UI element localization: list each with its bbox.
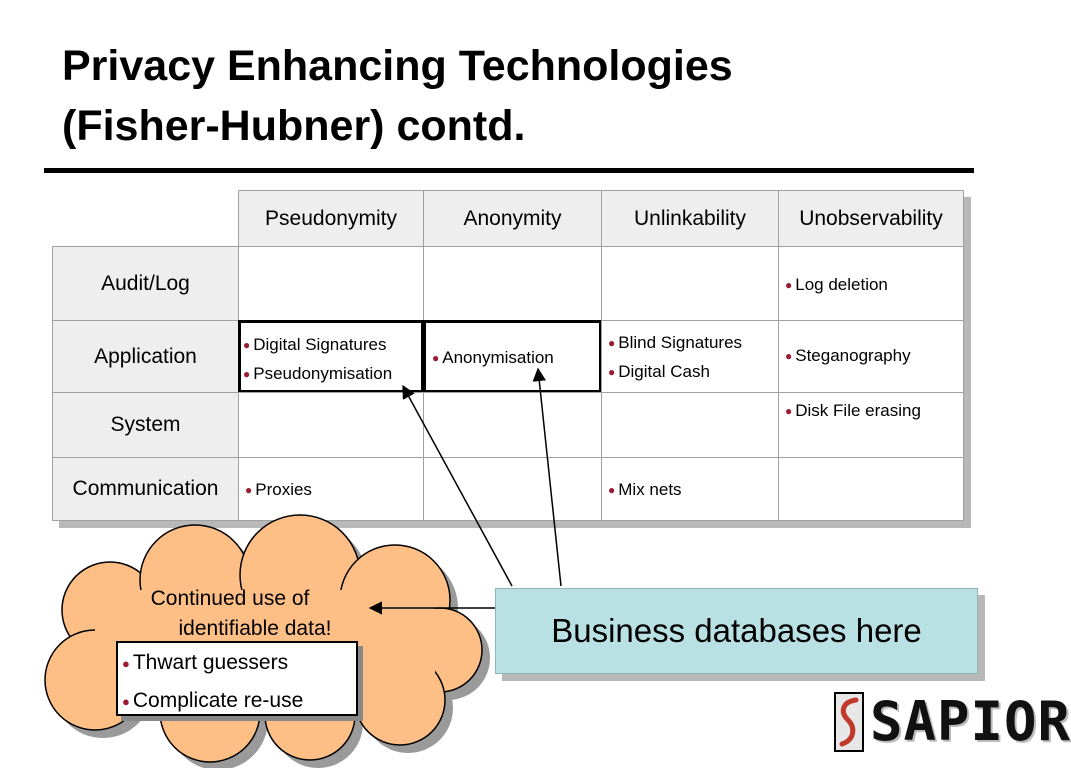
bullet-dot-icon: ● [608, 365, 616, 379]
table-bullet: ● Mix nets [608, 480, 682, 499]
column-header-label: Pseudonymity [265, 206, 397, 230]
bullet-dot-icon: ● [243, 367, 251, 381]
bullet-dot-icon: ● [122, 694, 130, 709]
column-header-label: Unobservability [799, 206, 943, 230]
sapior-mark-icon [834, 692, 864, 752]
s-swoosh-icon [836, 694, 862, 750]
bullet-dot-icon: ● [243, 338, 251, 352]
bullet-dot-icon: ● [785, 404, 793, 418]
bullet-dot-icon: ● [122, 656, 130, 671]
slide-title-line-2: (Fisher-Hubner) contd. [62, 102, 526, 150]
cloud-line-2: identifiable data! [178, 617, 332, 640]
callout-text: Business databases here [551, 612, 922, 649]
table-bullet: ● Digital Cash [608, 362, 710, 381]
bullet-dot-icon: ● [608, 483, 616, 497]
bullet-dot-icon: ● [245, 483, 253, 497]
bullet-dot-icon: ● [785, 278, 793, 292]
table-bullet: ● Pseudonymisation [243, 364, 393, 383]
table-bullet: ● Anonymisation [432, 348, 554, 367]
arrow-to-anonymisation [538, 369, 561, 586]
bullet-dot-icon: ● [785, 349, 793, 363]
column-header-label: Unlinkability [633, 206, 747, 230]
cloud-message [120, 584, 350, 644]
bullet-dot-icon: ● [608, 336, 616, 350]
table-bullet: ● Proxies [245, 480, 312, 499]
row-header-label: System [110, 413, 181, 436]
slide-title-line-1: Privacy Enhancing Technologies [62, 42, 733, 90]
table-bullet: ● Log deletion [785, 275, 888, 294]
row-header-label: Application [94, 344, 197, 368]
row-header-label: Communication [72, 477, 219, 500]
row-header-label: Audit/Log [101, 271, 190, 295]
table-bullet: ● Disk File erasing [785, 401, 921, 420]
cloud-bullet: ● Complicate re-use [122, 689, 304, 712]
table-bullet: ● Steganography [785, 346, 911, 365]
sapior-wordmark: SAPIOR [870, 690, 1071, 753]
table-bullet: ● Digital Signatures [243, 335, 387, 354]
cloud-bullet: ● Thwart guessers [122, 651, 289, 674]
business-databases-callout [495, 588, 978, 674]
column-header-label: Anonymity [463, 206, 562, 230]
bullet-dot-icon: ● [432, 351, 440, 365]
sapior-logo [834, 690, 1071, 754]
cloud-bullet-box [116, 641, 358, 716]
table-bullet: ● Blind Signatures [608, 333, 743, 352]
cloud-line-1: Continued use of [150, 587, 310, 610]
